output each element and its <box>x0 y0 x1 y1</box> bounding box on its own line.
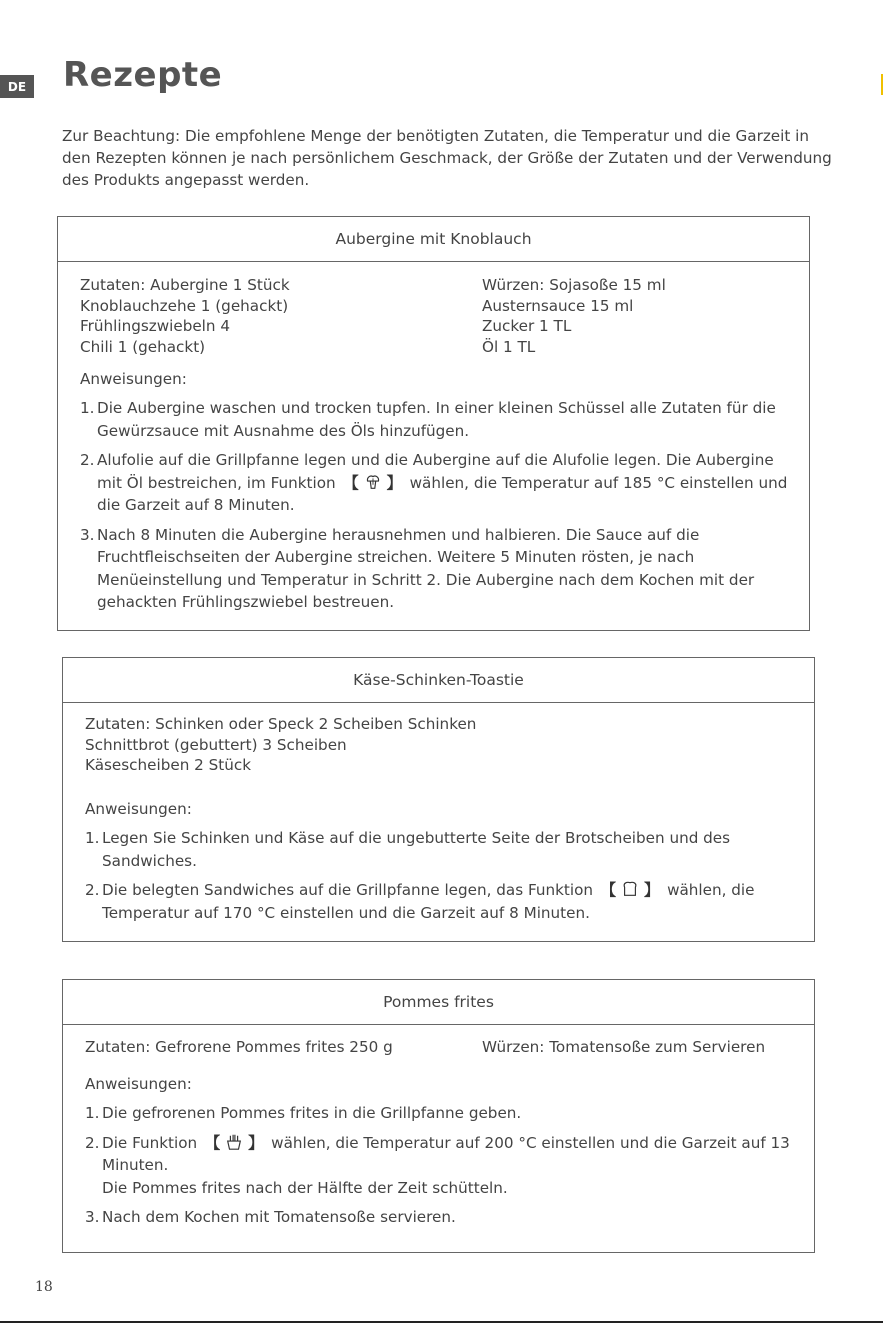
instructions-label: Anweisungen: <box>85 800 192 818</box>
step-number: 1. <box>85 1104 100 1122</box>
step-note: Die Pommes frites nach der Hälfte der Zeit schütteln. <box>102 1178 508 1197</box>
seasoning-line: Öl 1 TL <box>482 337 536 356</box>
ingredient-line: Zutaten: Gefrorene Pommes frites 250 g <box>85 1038 393 1056</box>
step-text: wählen, die Temperatur auf 170 °C einstellen und die Garzeit auf 8 Minuten. <box>102 881 755 922</box>
instruction-step <box>80 397 795 442</box>
bracket-close: 】 <box>644 881 660 899</box>
ingredients-list <box>85 1037 393 1058</box>
bottom-rule <box>0 1321 883 1323</box>
step-number: 2. <box>80 451 95 469</box>
seasoning-list <box>482 1037 765 1058</box>
bracket-open: 【 <box>600 881 617 899</box>
step-text: Die gefrorenen Pommes frites in die Grillpfanne geben. <box>102 1104 522 1122</box>
bracket-open: 【 <box>204 1133 221 1152</box>
recipe-title: Aubergine mit Knoblauch <box>58 217 809 262</box>
fries-icon <box>225 1133 243 1151</box>
seasoning-list <box>482 275 666 357</box>
step-number: 1. <box>80 399 95 417</box>
seasoning-line: Würzen: Sojasoße 15 ml <box>482 276 666 294</box>
bracket-close: 】 <box>386 473 402 492</box>
ingredients-list <box>85 714 476 776</box>
recipe-card-pommes <box>62 979 815 1253</box>
instructions-list <box>85 1102 800 1236</box>
step-text: Die Aubergine waschen und trocken tupfen. In einer kleinen Schüssel alle Zutaten für die Gewürzsauce mit Ausnahme des Öls hinzufügen. <box>97 399 776 440</box>
seasoning-line: Zucker 1 TL <box>482 317 572 335</box>
step-text: wählen, die Temperatur auf 200 °C einstellen und die Garzeit auf 13 Minuten. <box>102 1133 790 1174</box>
ingredient-line: Chili 1 (gehackt) <box>80 337 206 356</box>
page-number: 18 <box>35 1279 53 1295</box>
step-text: Die belegten Sandwiches auf die Grillpfanne legen, das Funktion <box>102 881 594 899</box>
instructions-label: Anweisungen: <box>85 1075 192 1093</box>
instruction-step <box>85 1206 800 1229</box>
instruction-step <box>85 1132 800 1200</box>
ingredient-line: Zutaten: Aubergine 1 Stück <box>80 276 290 294</box>
instruction-step <box>85 1102 800 1125</box>
ingredient-line: Zutaten: Schinken oder Speck 2 Scheiben Schinken <box>85 715 477 733</box>
bracket-close: 】 <box>248 1133 264 1152</box>
language-tag: DE <box>0 75 34 98</box>
instructions-list <box>85 827 800 931</box>
ingredient-line: Knoblauchzehe 1 (gehackt) <box>80 296 289 315</box>
recipe-card-toastie <box>62 657 815 942</box>
recipe-title: Pommes frites <box>63 980 814 1025</box>
intro-note: Zur Beachtung: Die empfohlene Menge der benötigten Zutaten, die Temperatur und die Garzeit in den Rezepten können je nach persönlichem Geschmack, der Größe der Zutaten und der Verwendung des Produkts angepasst werden. <box>62 127 832 189</box>
step-text: wählen, die Temperatur auf 185 °C einstellen und die Garzeit auf 8 Minuten. <box>97 473 788 514</box>
page-title: Rezepte <box>63 55 223 95</box>
toast-icon <box>621 880 639 898</box>
vegetable-icon <box>364 473 382 491</box>
step-number: 3. <box>85 1208 100 1226</box>
step-number: 2. <box>85 1133 100 1152</box>
instruction-step <box>80 524 795 614</box>
ingredient-line: Frühlingszwiebeln 4 <box>80 317 231 335</box>
ingredients-list <box>80 275 290 357</box>
recipe-card-aubergine <box>57 216 810 631</box>
seasoning-line: Würzen: Tomatensoße zum Servieren <box>482 1038 766 1056</box>
instruction-step <box>85 827 800 872</box>
instruction-step <box>85 879 800 924</box>
ingredient-line: Schnittbrot (gebuttert) 3 Scheiben <box>85 735 347 754</box>
step-text: Nach 8 Minuten die Aubergine herausnehmen und halbieren. Die Sauce auf die Fruchtfleischseiten der Aubergine streichen. Weitere 5 Minuten rösten, je nach Menüeinstellung und Temperatur in Schritt 2. Die Aubergine nach dem Kochen mit der gehackten Frühlingszwiebel bestreuen. <box>97 525 755 611</box>
ingredient-line: Käsescheiben 2 Stück <box>85 756 252 774</box>
seasoning-line: Austernsauce 15 ml <box>482 296 634 315</box>
recipe-title: Käse-Schinken-Toastie <box>63 658 814 703</box>
bracket-open: 【 <box>343 473 359 492</box>
instruction-step <box>80 449 795 517</box>
step-text: Nach dem Kochen mit Tomatensoße servieren. <box>102 1208 456 1226</box>
instructions-label: Anweisungen: <box>80 370 187 388</box>
step-text: Legen Sie Schinken und Käse auf die ungebutterte Seite der Brotscheiben und des Sandwiches. <box>102 829 731 870</box>
instructions-list <box>80 397 795 621</box>
step-number: 2. <box>85 881 100 899</box>
step-text: Alufolie auf die Grillpfanne legen und die Aubergine auf die Alufolie legen. Die Aubergine mit Öl bestreichen, im Funktion <box>97 451 774 492</box>
step-number: 3. <box>80 525 95 544</box>
step-number: 1. <box>85 829 100 847</box>
step-text: Die Funktion <box>102 1133 198 1152</box>
